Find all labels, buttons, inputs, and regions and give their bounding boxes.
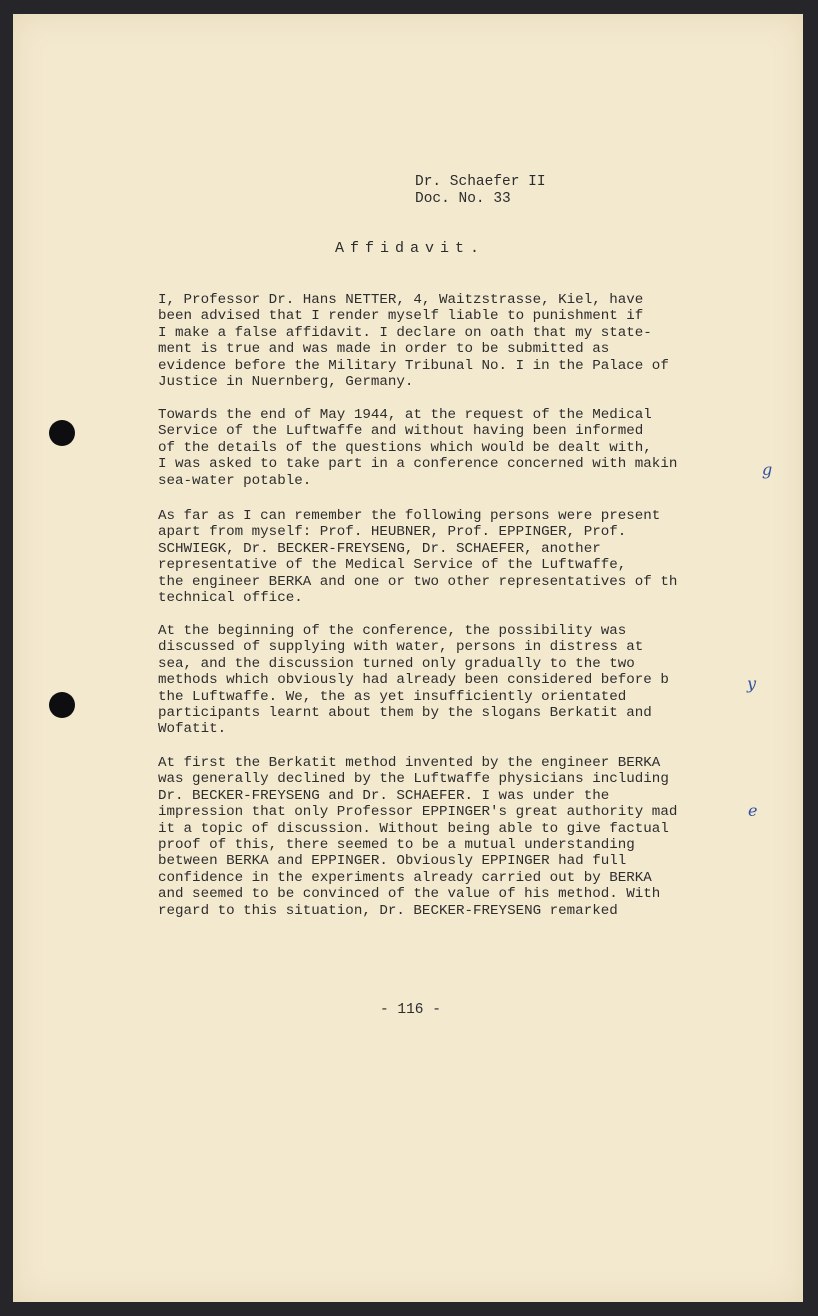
text-line: discussed of supplying with water, persons in distress at bbox=[158, 639, 644, 656]
text-line: sea, and the discussion turned only gradually to the two bbox=[158, 655, 635, 672]
text-line: sea-water potable. bbox=[158, 472, 312, 489]
paragraph bbox=[158, 292, 768, 390]
paragraph bbox=[158, 407, 768, 489]
text-line: I was asked to take part in a conference concerned with makin bbox=[158, 456, 678, 473]
text-line: been advised that I render myself liable to punishment if bbox=[158, 308, 644, 325]
text-line: confidence in the experiments already carried out by BERKA bbox=[158, 869, 652, 886]
text-line: of the details of the questions which would be dealt with, bbox=[158, 439, 652, 456]
text-line: Towards the end of May 1944, at the request of the Medical bbox=[158, 407, 652, 423]
text-line: ment is true and was made in order to be submitted as bbox=[158, 341, 610, 358]
text-line: Service of the Luftwaffe and without having been informed bbox=[158, 423, 644, 440]
text-line: the engineer BERKA and one or two other representatives of th bbox=[158, 573, 678, 590]
document-title: Affidavit. bbox=[335, 240, 486, 257]
text-line: it a topic of discussion. Without being able to give factual bbox=[158, 820, 669, 837]
text-line: Justice in Nuernberg, Germany. bbox=[158, 373, 414, 390]
text-line: At the beginning of the conference, the possibility was bbox=[158, 623, 627, 639]
text-line: I, Professor Dr. Hans NETTER, 4, Waitzstrasse, Kiel, have bbox=[158, 292, 644, 308]
doc-ref-line: Dr. Schaefer II bbox=[415, 174, 546, 190]
document-page bbox=[13, 14, 803, 1302]
text-line: impression that only Professor EPPINGER's great authority mad bbox=[158, 804, 678, 821]
text-line: As far as I can remember the following persons were present bbox=[158, 508, 661, 524]
text-line: Wofatit. bbox=[158, 721, 227, 738]
handwritten-correction: e bbox=[748, 801, 758, 820]
text-line: the Luftwaffe. We, the as yet insufficiently orientated bbox=[158, 688, 627, 705]
paragraph bbox=[158, 508, 768, 606]
text-line: SCHWIEGK, Dr. BECKER-FREYSENG, Dr. SCHAEFER, another bbox=[158, 540, 601, 557]
text-line: representative of the Medical Service of the Luftwaffe, bbox=[158, 557, 627, 574]
text-line: regard to this situation, Dr. BECKER-FREYSENG remarked bbox=[158, 902, 618, 919]
text-line: Dr. BECKER-FREYSENG and Dr. SCHAEFER. I was under the bbox=[158, 787, 610, 804]
page-number: - 116 - bbox=[380, 1002, 441, 1018]
text-line: apart from myself: Prof. HEUBNER, Prof. EPPINGER, Prof. bbox=[158, 524, 627, 541]
text-line: At first the Berkatit method invented by the engineer BERKA bbox=[158, 755, 661, 771]
paragraph bbox=[158, 623, 768, 738]
handwritten-correction: y bbox=[747, 674, 757, 693]
document-reference bbox=[415, 174, 546, 208]
text-line: methods which obviously had already been considered before b bbox=[158, 672, 669, 689]
text-line: between BERKA and EPPINGER. Obviously EPPINGER had full bbox=[158, 853, 627, 870]
paragraph bbox=[158, 755, 768, 919]
text-line: and seemed to be convinced of the value of his method. With bbox=[158, 886, 661, 903]
punch-hole bbox=[49, 692, 75, 718]
doc-ref-line: Doc. No. 33 bbox=[415, 191, 511, 207]
text-line: proof of this, there seemed to be a mutual understanding bbox=[158, 836, 635, 853]
text-line: was generally declined by the Luftwaffe physicians including bbox=[158, 771, 669, 788]
handwritten-correction: g bbox=[762, 460, 773, 479]
punch-hole bbox=[49, 420, 75, 446]
text-line: I make a false affidavit. I declare on oath that my state- bbox=[158, 324, 652, 341]
text-line: participants learnt about them by the slogans Berkatit and bbox=[158, 704, 652, 721]
text-line: technical office. bbox=[158, 589, 303, 606]
text-line: evidence before the Military Tribunal No. I in the Palace of bbox=[158, 357, 669, 374]
